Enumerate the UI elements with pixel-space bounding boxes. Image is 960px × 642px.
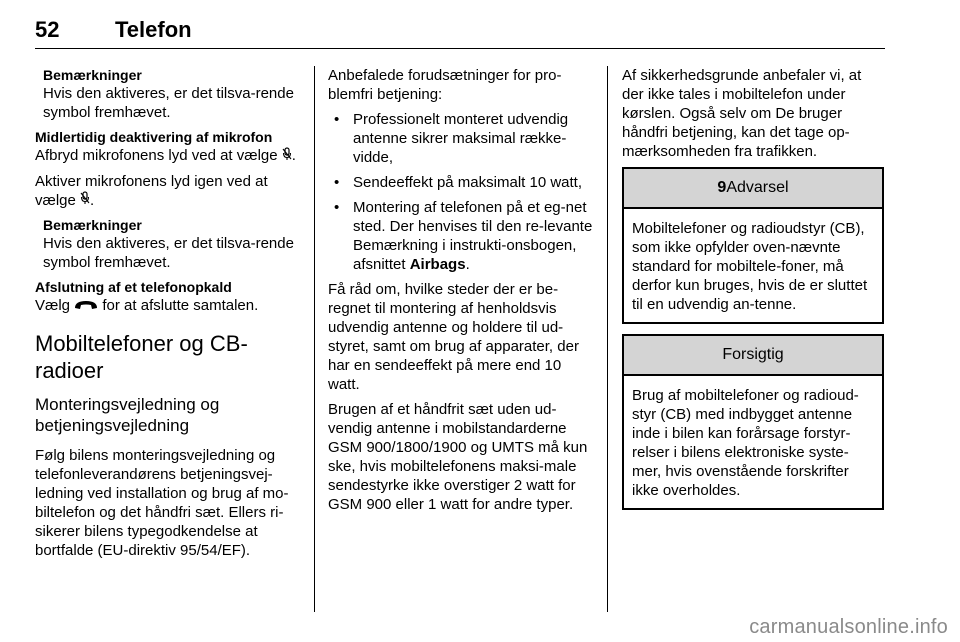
header-rule	[35, 48, 885, 49]
caution-title: Forsigtig	[722, 346, 784, 363]
note-1	[35, 66, 303, 122]
warning-header	[624, 169, 882, 209]
note-1-text: Hvis den aktiveres, er det tilsva-rende symbol fremhævet.	[43, 85, 294, 121]
mute-text-before: Afbryd mikrofonens lyd ved at vælge	[35, 147, 278, 164]
list-item: • Professionelt monteret udvendig antenne sikrer maksimal række-vidde,	[328, 110, 596, 167]
note-1-title: Bemærkninger	[43, 67, 142, 83]
microphone-icon	[80, 191, 90, 210]
installation-body: Følg bilens monteringsvejledning og telefonleverandørens betjeningsvej-ledning ved installation og brug af mo-biltelefon og det håndfri sæt. Ellers ri-sikerer bilens typegodkendelse at bortfalde (EU-direktiv 95/54/EF).	[35, 446, 289, 559]
column-divider-2	[607, 66, 608, 612]
page-title: Telefon	[115, 17, 192, 42]
hang-up-phone-icon	[74, 297, 98, 316]
handsfree-paragraph: Brugen af et håndfrit sæt uden ud-vendig antenne i mobilstandarderne GSM 900/1800/1900 og UMTS må kun ske, hvis mobiltelefonens maksi-male sendestyrke ikke overstiger 2 watt for GSM 900 eller 1 watt for andre typer.	[328, 401, 588, 513]
note-2-text: Hvis den aktiveres, er det tilsva-rende symbol fremhævet.	[43, 235, 294, 272]
safety-intro: Af sikkerhedsgrunde anbefaler vi, at der ikke tales i mobiltelefon under kørslen. Også selv om De bruger håndfri betjening, kan det tage op-mærksomheden fra trafikken.	[622, 67, 862, 160]
note-2-title: Bemærkninger	[43, 217, 142, 234]
column-1	[35, 66, 303, 566]
airbags-link: Airbags	[409, 256, 466, 273]
list-item	[328, 198, 596, 274]
list-item: • Sendeeffekt på maksimalt 10 watt,	[328, 173, 596, 192]
warning-title: Advarsel	[726, 179, 789, 196]
column-2	[328, 66, 596, 520]
subheading-installation: Monteringsvejledning og betjeningsvejledning	[35, 394, 220, 435]
page-header	[35, 16, 885, 48]
list-item-end: .	[465, 256, 470, 273]
unmute-text-before: Aktiver mikrofonens lyd igen ved at vælge	[35, 172, 268, 209]
section-mute-text-1	[35, 146, 303, 166]
page-number: 52	[35, 17, 60, 42]
hangup-text-after: for at afslutte samtalen.	[102, 297, 259, 315]
caution-text: Brug af mobiltelefoner og radioud-styr (CB) med indbygget antenne inde i bilen kan forårsage forstyr-relser i bilens elektroniske syste-mer, hvis ovenstående forskrifter ikke overholdes.	[632, 387, 859, 499]
advice-paragraph: Få råd om, hvilke steder der er be-regnet til montering af henholdsvis udvendig antenne og holdere til ud-styret, samt om brug af apparater, der har en sendeeffekt på mere end 10 watt.	[328, 281, 579, 393]
note-2	[35, 216, 303, 272]
prerequisites-list	[328, 110, 596, 274]
warning-text: Mobiltelefoner og radioudstyr (CB), som ikke opfylder oven-nævnte standard for mobiltele-foner, må derfor kun bruges, hvis de er sluttet til en udvendig an-tenne.	[632, 220, 868, 313]
prerequisites-intro: Anbefalede forudsætninger for pro-blemfri betjening:	[328, 67, 562, 103]
microphone-mute-icon	[282, 147, 292, 166]
hangup-text-before: Vælg	[35, 297, 71, 315]
section-hangup-text	[35, 296, 303, 316]
unmute-text-after: .	[90, 191, 95, 209]
caution-header	[624, 336, 882, 376]
warning-box	[622, 167, 884, 324]
warning-icon: 9	[717, 179, 727, 196]
mute-text-after: .	[291, 147, 296, 164]
caution-box	[622, 334, 884, 510]
column-divider-1	[314, 66, 315, 612]
section-mute-text-2	[35, 172, 303, 211]
watermark: carmanualsonline.info	[749, 616, 948, 638]
section-mute-heading: Midlertidig deaktivering af mikrofon	[35, 129, 273, 145]
list-item-text: Montering af telefonen på et eg-net sted. Der henvises til den re-levante Bemærkning i instrukti-onsbogen, afsnittet	[353, 199, 593, 273]
section-hangup-heading: Afslutning af et telefonopkald	[35, 279, 232, 296]
column-3	[622, 66, 884, 510]
section-heading-mobile-cb: Mobiltelefoner og CB-radioer	[35, 330, 248, 383]
